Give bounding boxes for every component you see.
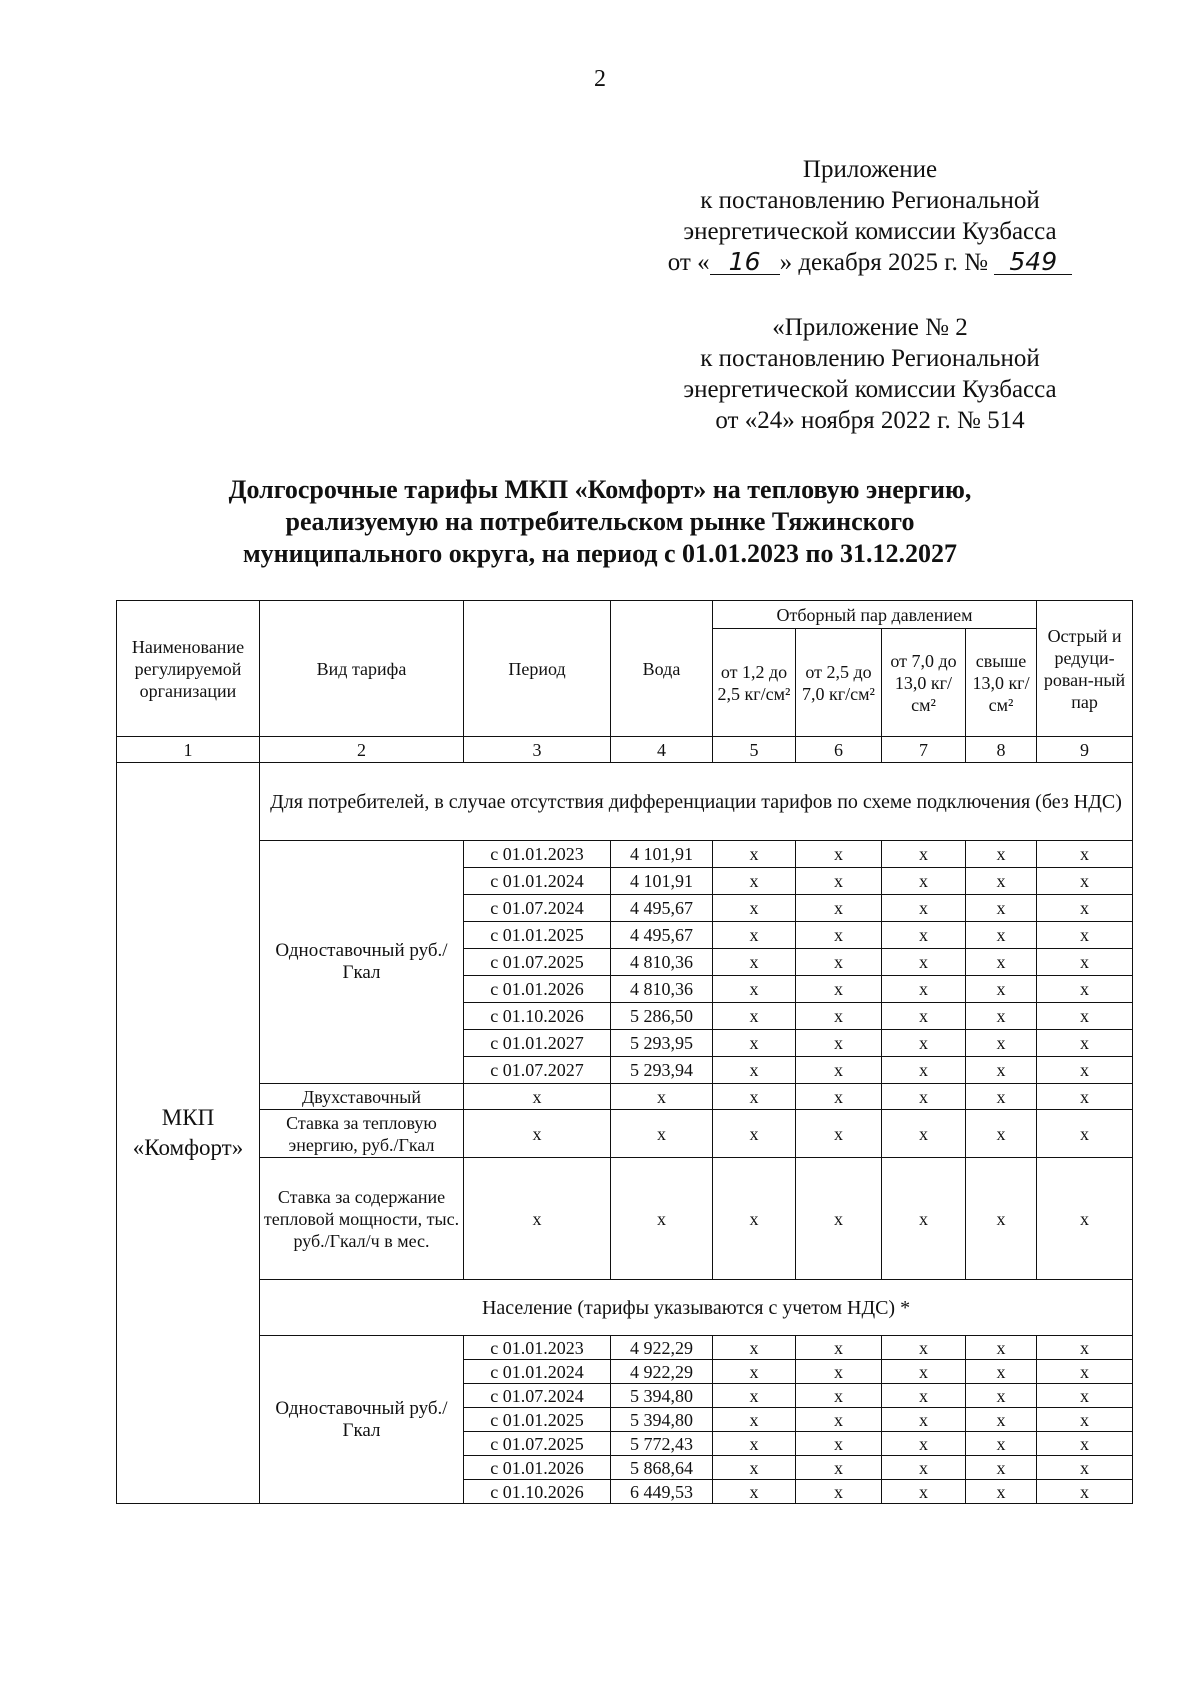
x-mark: х [882,922,966,949]
period-cell: с 01.01.2023 [464,1336,611,1360]
x-mark: х [966,1084,1037,1110]
x-mark: х [796,1384,882,1408]
x-mark: х [713,1360,796,1384]
x-mark: х [1037,1110,1133,1158]
x-mark: х [796,1110,882,1158]
x-mark: х [966,1158,1037,1280]
x-mark: х [966,1480,1037,1504]
x-mark: х [1037,949,1133,976]
x-mark: х [1037,1456,1133,1480]
title-line: Долгосрочные тарифы МКП «Комфорт» на тепловую энергию, [228,475,972,504]
org-name: МКП «Комфорт» [117,763,260,1504]
x-mark: х [1037,1384,1133,1408]
x-mark: х [966,1456,1037,1480]
one-rate-label: Одноставочный руб./Гкал [260,1336,464,1504]
x-mark: х [611,1110,713,1158]
x-mark: х [1037,1480,1133,1504]
x-mark: х [713,1432,796,1456]
table-row [117,841,1133,868]
x-mark: х [611,1084,713,1110]
table-row [117,763,1133,841]
energy-rate-label: Ставка за тепловую энергию, руб./Гкал [260,1110,464,1158]
x-mark: х [713,976,796,1003]
x-mark: х [1037,1432,1133,1456]
column-number: 9 [1037,737,1133,763]
x-mark: х [882,1408,966,1432]
x-mark: х [796,922,882,949]
x-mark: х [882,841,966,868]
x-mark: х [966,1336,1037,1360]
x-mark: х [611,1158,713,1280]
x-mark: х [882,1456,966,1480]
header-org: Наименование регулируемой организации [117,601,260,737]
x-mark: х [464,1110,611,1158]
header-steam-2: от 2,5 до 7,0 кг/см² [796,629,882,737]
x-mark: х [713,1057,796,1084]
x-mark: х [796,949,882,976]
x-mark: х [1037,841,1133,868]
x-mark: х [713,1480,796,1504]
x-mark: х [713,1003,796,1030]
period-cell: с 01.01.2025 [464,1408,611,1432]
table-row [117,1280,1133,1336]
column-number: 3 [464,737,611,763]
x-mark: х [1037,1408,1133,1432]
x-mark: х [796,841,882,868]
x-mark: х [882,1336,966,1360]
appendix-line: энергетической комиссии Кузбасса [683,376,1057,403]
water-tariff-value: 5 286,50 [611,1003,713,1030]
x-mark: х [966,1384,1037,1408]
column-number: 5 [713,737,796,763]
x-mark: х [882,1030,966,1057]
two-rate-label: Двухставочный [260,1084,464,1110]
header-water: Вода [611,601,713,737]
x-mark: х [713,1336,796,1360]
x-mark: х [464,1084,611,1110]
x-mark: х [796,868,882,895]
header-steam-4: свыше 13,0 кг/см² [966,629,1037,737]
x-mark: х [1037,1084,1133,1110]
period-cell: с 01.07.2027 [464,1057,611,1084]
x-mark: х [1037,1003,1133,1030]
x-mark: х [1037,1360,1133,1384]
x-mark: х [882,1057,966,1084]
water-tariff-value: 5 293,94 [611,1057,713,1084]
appendix-current-header [620,154,1120,278]
header-period: Период [464,601,611,737]
x-mark: х [1037,922,1133,949]
tariff-table [116,600,1133,1504]
water-tariff-value: 4 810,36 [611,949,713,976]
x-mark: х [966,1057,1037,1084]
x-mark: х [966,895,1037,922]
handwritten-day: 16 [710,250,780,275]
x-mark: х [882,949,966,976]
section-heading: Для потребителей, в случае отсутствия дифференциации тарифов по схеме подключения (без НДС) [260,763,1133,841]
column-number-row [117,737,1133,763]
x-mark: х [713,922,796,949]
period-cell: с 01.10.2026 [464,1480,611,1504]
header-steam-1: от 1,2 до 2,5 кг/см² [713,629,796,737]
water-tariff-value: 5 868,64 [611,1456,713,1480]
x-mark: х [966,868,1037,895]
column-number: 1 [117,737,260,763]
x-mark: х [882,1158,966,1280]
x-mark: х [1037,1030,1133,1057]
x-mark: х [713,841,796,868]
x-mark: х [882,1110,966,1158]
appendix-line: к постановлению Региональной [700,187,1040,214]
x-mark: х [796,1003,882,1030]
appendix-title: «Приложение № 2 [772,314,968,341]
title-line: муниципального округа, на период с 01.01.2023 по 31.12.2027 [242,539,958,568]
period-cell: с 01.07.2024 [464,895,611,922]
x-mark: х [1037,976,1133,1003]
table-row [117,1158,1133,1280]
appendix-line: от «24» ноября 2022 г. № 514 [715,407,1025,434]
date-middle: » декабря 2025 г. № [779,249,989,276]
x-mark: х [1037,895,1133,922]
title-line: реализуемую на потребительском рынке Тяжинского [285,507,915,536]
appendix-original-header [620,312,1120,436]
x-mark: х [966,1360,1037,1384]
table-row [117,1110,1133,1158]
x-mark: х [882,1360,966,1384]
column-number: 7 [882,737,966,763]
page-number: 2 [594,66,606,92]
x-mark: х [966,976,1037,1003]
x-mark: х [966,1003,1037,1030]
x-mark: х [796,1360,882,1384]
period-cell: с 01.01.2024 [464,1360,611,1384]
x-mark: х [713,895,796,922]
x-mark: х [713,1384,796,1408]
x-mark: х [882,1432,966,1456]
date-prefix: от « [667,249,710,276]
handwritten-number: 549 [994,250,1072,275]
capacity-rate-label: Ставка за содержание тепловой мощности, тыс. руб./Гкал/ч в мес. [260,1158,464,1280]
x-mark: х [713,1084,796,1110]
water-tariff-value: 5 772,43 [611,1432,713,1456]
appendix-line: к постановлению Региональной [700,345,1040,372]
period-cell: с 01.01.2027 [464,1030,611,1057]
header-steam-group: Отборный пар давлением [713,601,1037,629]
x-mark: х [882,1003,966,1030]
appendix-date-line [620,247,1120,278]
x-mark: х [796,1030,882,1057]
period-cell: с 01.01.2024 [464,868,611,895]
water-tariff-value: 4 495,67 [611,895,713,922]
x-mark: х [882,1384,966,1408]
x-mark: х [1037,1057,1133,1084]
x-mark: х [796,1084,882,1110]
x-mark: х [966,1110,1037,1158]
table-row [117,1336,1133,1360]
x-mark: х [796,1057,882,1084]
period-cell: с 01.01.2023 [464,841,611,868]
x-mark: х [796,1336,882,1360]
x-mark: х [882,868,966,895]
header-sharp-steam: Острый и редуци-рован-ный пар [1037,601,1133,737]
water-tariff-value: 6 449,53 [611,1480,713,1504]
column-number: 2 [260,737,464,763]
x-mark: х [966,949,1037,976]
x-mark: х [966,922,1037,949]
x-mark: х [796,1432,882,1456]
appendix-title: Приложение [802,156,938,183]
x-mark: х [1037,1336,1133,1360]
x-mark: х [713,1110,796,1158]
x-mark: х [1037,1158,1133,1280]
x-mark: х [713,949,796,976]
x-mark: х [882,895,966,922]
x-mark: х [966,1030,1037,1057]
period-cell: с 01.10.2026 [464,1003,611,1030]
one-rate-label: Одноставочный руб./Гкал [260,841,464,1084]
period-cell: с 01.01.2025 [464,922,611,949]
section-heading: Население (тарифы указываются с учетом НДС) * [260,1280,1133,1336]
x-mark: х [966,1432,1037,1456]
x-mark: х [882,1480,966,1504]
period-cell: с 01.01.2026 [464,976,611,1003]
water-tariff-value: 4 495,67 [611,922,713,949]
appendix-line: энергетической комиссии Кузбасса [683,218,1057,245]
water-tariff-value: 4 922,29 [611,1336,713,1360]
period-cell: с 01.07.2025 [464,949,611,976]
period-cell: с 01.07.2024 [464,1384,611,1408]
x-mark: х [713,1456,796,1480]
x-mark: х [882,1084,966,1110]
period-cell: с 01.07.2025 [464,1432,611,1456]
column-number: 6 [796,737,882,763]
header-steam-3: от 7,0 до 13,0 кг/см² [882,629,966,737]
water-tariff-value: 5 394,80 [611,1408,713,1432]
column-number: 4 [611,737,713,763]
x-mark: х [882,976,966,1003]
x-mark: х [796,1408,882,1432]
x-mark: х [713,1158,796,1280]
x-mark: х [713,1030,796,1057]
water-tariff-value: 5 394,80 [611,1384,713,1408]
x-mark: х [796,1158,882,1280]
water-tariff-value: 4 810,36 [611,976,713,1003]
water-tariff-value: 4 101,91 [611,841,713,868]
column-number: 8 [966,737,1037,763]
water-tariff-value: 4 101,91 [611,868,713,895]
x-mark: х [796,976,882,1003]
x-mark: х [713,868,796,895]
x-mark: х [464,1158,611,1280]
water-tariff-value: 5 293,95 [611,1030,713,1057]
x-mark: х [796,895,882,922]
header-tariff-type: Вид тарифа [260,601,464,737]
x-mark: х [713,1408,796,1432]
period-cell: с 01.01.2026 [464,1456,611,1480]
water-tariff-value: 4 922,29 [611,1360,713,1384]
x-mark: х [796,1456,882,1480]
x-mark: х [966,841,1037,868]
document-title [0,474,1200,570]
table-row [117,1084,1133,1110]
x-mark: х [1037,868,1133,895]
x-mark: х [966,1408,1037,1432]
x-mark: х [796,1480,882,1504]
